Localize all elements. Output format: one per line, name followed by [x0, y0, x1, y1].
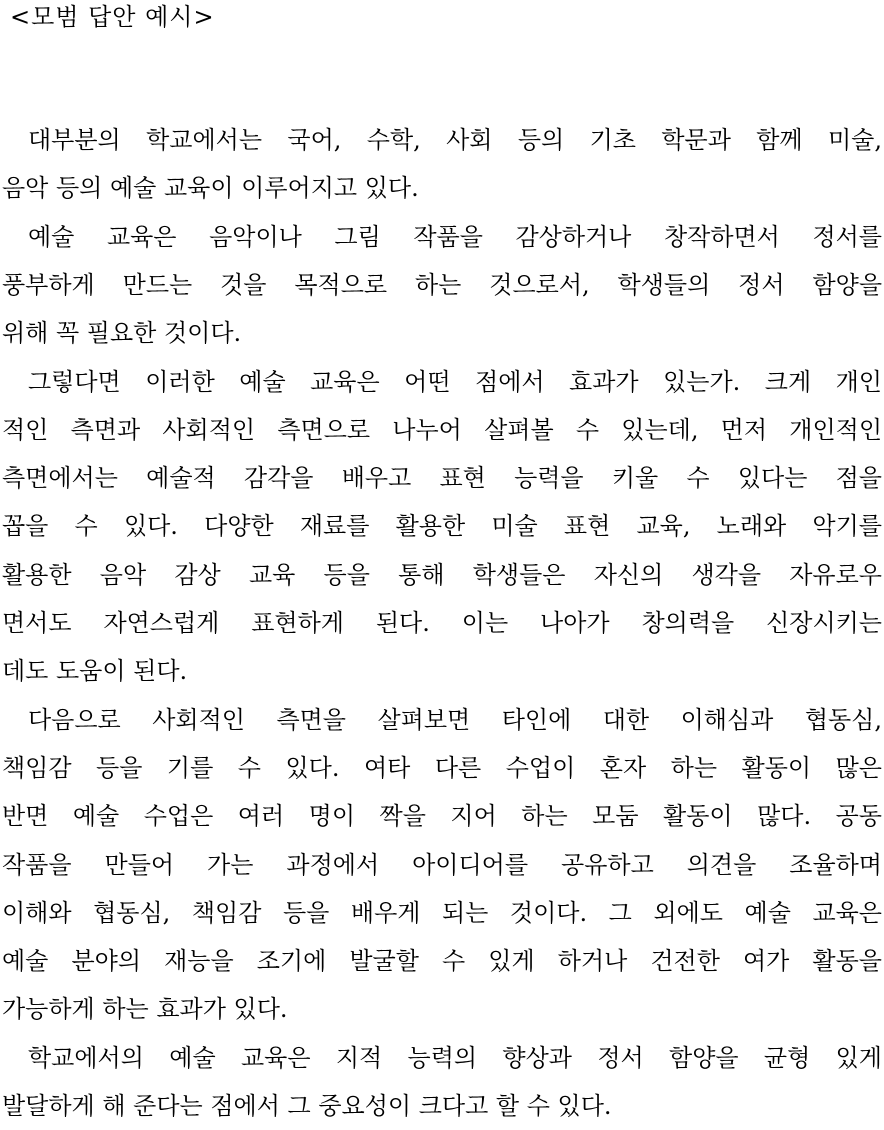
essay-line: 음악 등의 예술 교육이 이루어지고 있다. [2, 174, 419, 203]
essay-line: 활용한 음악 감상 교육 등을 통해 학생들은 자신의 생각을 자유로우 [2, 560, 882, 589]
essay-line: 면서도 자연스럽게 표현하게 된다. 이는 나아가 창의력을 신장시키는 [2, 609, 882, 637]
essay-line: 대부분의 학교에서는 국어, 수학, 사회 등의 기초 학문과 함께 미술, [28, 126, 882, 154]
essay-line: 반면 예술 수업은 여러 명이 짝을 지어 하는 모둠 활동이 많다. 공동 [2, 802, 882, 831]
essay-line: 꼽을 수 있다. 다양한 재료를 활용한 미술 표현 교육, 노래와 악기를 [2, 512, 882, 541]
essay-line: 학교에서의 예술 교육은 지적 능력의 향상과 정서 함양을 균형 있게 [28, 1043, 882, 1072]
essay-line: 다음으로 사회적인 측면을 살펴보면 타인에 대한 이해심과 협동심, [28, 705, 882, 734]
essay-line: 예술 분야의 재능을 조기에 발굴할 수 있게 하거나 건전한 여가 활동을 [2, 947, 882, 976]
essay-line: 가능하게 하는 효과가 있다. [2, 995, 288, 1024]
essay-line: 이해와 협동심, 책임감 등을 배우게 되는 것이다. 그 외에도 예술 교육은 [2, 898, 882, 927]
essay-line: 발달하게 해 준다는 점에서 그 중요성이 크다고 할 수 있다. [2, 1092, 612, 1120]
essay-line: 예술 교육은 음악이나 그림 작품을 감상하거나 창작하면서 정서를 [28, 222, 882, 251]
document-title: <모범 답안 예시> [10, 3, 215, 31]
essay-line: 위해 꼭 필요한 것이다. [2, 319, 242, 348]
essay-line: 풍부하게 만드는 것을 목적으로 하는 것으로서, 학생들의 정서 함양을 [2, 270, 882, 299]
essay-line: 작품을 만들어 가는 과정에서 아이디어를 공유하고 의견을 조율하며 [2, 850, 882, 879]
essay-line: 데도 도움이 된다. [2, 657, 188, 686]
essay-body [0, 116, 884, 1120]
essay-line: 그렇다면 이러한 예술 교육은 어떤 점에서 효과가 있는가. 크게 개인 [28, 367, 882, 396]
essay-line: 책임감 등을 기를 수 있다. 여타 다른 수업이 혼자 하는 활동이 많은 [2, 753, 882, 782]
essay-line: 적인 측면과 사회적인 측면으로 나누어 살펴볼 수 있는데, 먼저 개인적인 [2, 415, 882, 444]
essay-line: 측면에서는 예술적 감각을 배우고 표현 능력을 키울 수 있다는 점을 [2, 464, 882, 493]
